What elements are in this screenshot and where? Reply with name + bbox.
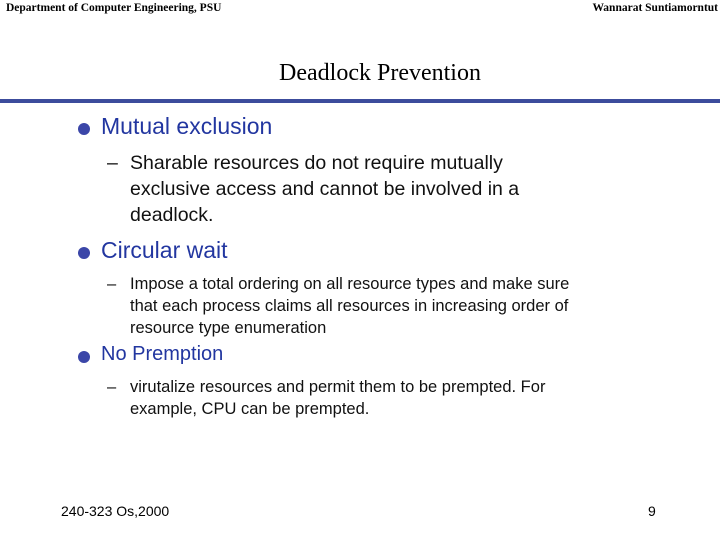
bullet-mutual-exclusion: [78, 113, 272, 140]
sub-point-line: virutalize resources and permit them to be prempted. For: [130, 378, 546, 396]
bullet-dot-icon: [78, 123, 90, 135]
sub-point-line: deadlock.: [130, 204, 214, 226]
sub-point-line: Sharable resources do not require mutually: [130, 152, 503, 174]
header-author: Wannarat Suntiamorntut: [592, 2, 718, 14]
bullet-dot-icon: [78, 247, 90, 259]
sub-point-line: resource type enumeration: [130, 319, 327, 337]
slide-title: Deadlock Prevention: [279, 60, 481, 86]
bullet-text: Mutual exclusion: [101, 113, 273, 139]
dash-icon: –: [107, 152, 118, 174]
sub-point-line: Impose a total ordering on all resource types and make sure: [130, 275, 570, 293]
sub-point-no-premption: [107, 376, 545, 420]
sub-point-mutual-exclusion: [107, 150, 519, 228]
bullet-text: Circular wait: [101, 237, 228, 263]
footer-course: 240-323 Os,2000: [61, 503, 170, 519]
header-department: Department of Computer Engineering, PSU: [6, 2, 222, 14]
dash-icon: –: [107, 275, 117, 293]
title-divider: [0, 99, 720, 103]
footer-page-number: 9: [648, 503, 656, 519]
dash-icon: –: [107, 378, 117, 396]
sub-point-line: exclusive access and cannot be involved in a: [130, 178, 520, 200]
bullet-circular-wait: [78, 237, 228, 264]
sub-point-line: example, CPU can be prempted.: [130, 400, 370, 418]
sub-point-line: that each process claims all resources in increasing order of: [130, 297, 569, 315]
bullet-dot-icon: [78, 351, 90, 363]
sub-point-circular-wait: [107, 273, 569, 339]
bullet-text: No Premption: [101, 343, 224, 365]
bullet-no-premption: [78, 343, 223, 366]
